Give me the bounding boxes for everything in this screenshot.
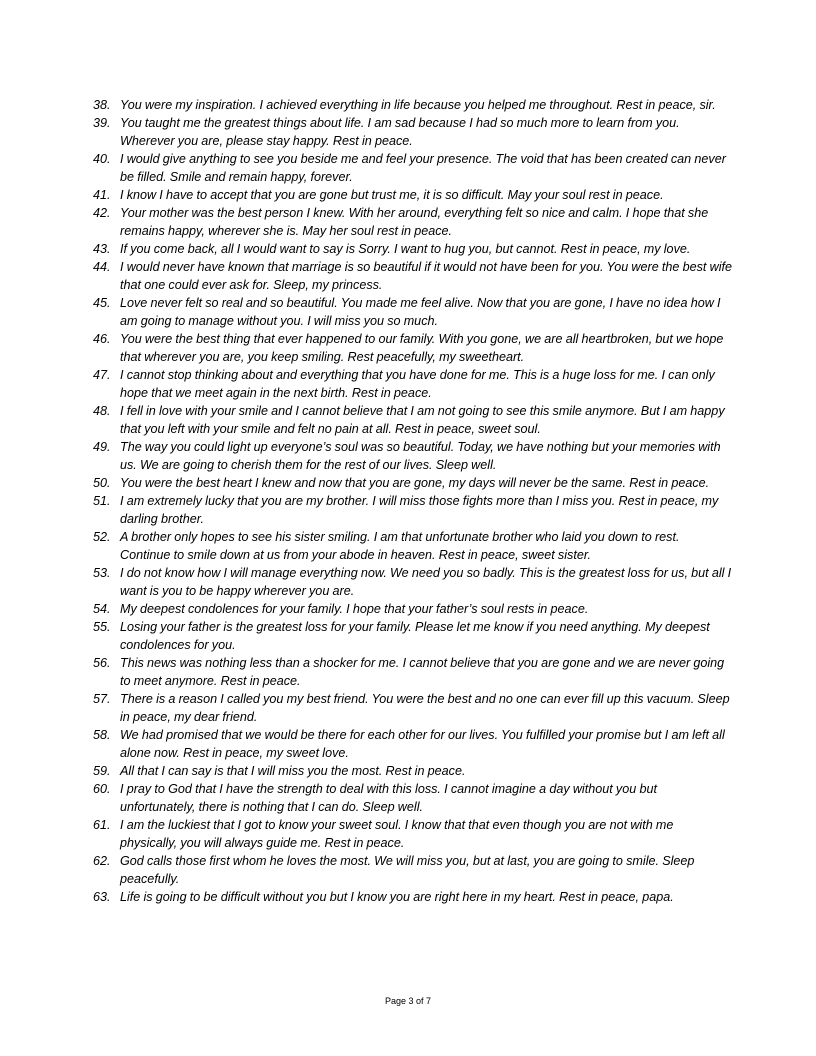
list-item-number: 40. xyxy=(93,152,111,166)
list-item xyxy=(93,150,733,186)
list-item xyxy=(93,330,733,366)
list-item xyxy=(93,600,733,618)
list-item-number: 41. xyxy=(93,188,111,202)
list-item-text: You taught me the greatest things about life. I am sad because I had so much more to learn from you. Wherever you are, please stay happy. Rest in peace. xyxy=(120,116,680,148)
list-item-number: 53. xyxy=(93,566,111,580)
list-item-number: 60. xyxy=(93,782,111,796)
list-item-number: 45. xyxy=(93,296,111,310)
list-item-text: We had promised that we would be there for each other for our lives. You fulfilled your promise but I am left all alone now. Rest in peace, my sweet love. xyxy=(120,728,725,760)
list-item-text: There is a reason I called you my best friend. You were the best and no one can ever fill up this vacuum. Sleep in peace, my dear friend. xyxy=(120,692,730,724)
list-item xyxy=(93,96,733,114)
list-item-number: 51. xyxy=(93,494,111,508)
list-item xyxy=(93,618,733,654)
list-item xyxy=(93,726,733,762)
list-item-number: 56. xyxy=(93,656,111,670)
list-item xyxy=(93,564,733,600)
list-item-text: This news was nothing less than a shocker for me. I cannot believe that you are gone and we are never going to meet anymore. Rest in peace. xyxy=(120,656,725,688)
list-item xyxy=(93,402,733,438)
list-item xyxy=(93,492,733,528)
list-item-text: God calls those first whom he loves the most. We will miss you, but at last, you are going to smile. Sleep peacefully. xyxy=(120,854,695,886)
list-item-text: You were my inspiration. I achieved everything in life because you helped me throughout. Rest in peace, sir. xyxy=(120,98,716,112)
list-item-text: A brother only hopes to see his sister smiling. I am that unfortunate brother who laid you down to rest. Continue to smile down at us from your abode in heaven. Rest in peace, sweet sister. xyxy=(120,530,680,562)
list-item-number: 52. xyxy=(93,530,111,544)
list-item-number: 61. xyxy=(93,818,111,832)
list-item-number: 57. xyxy=(93,692,111,706)
list-item xyxy=(93,888,733,906)
list-item-number: 46. xyxy=(93,332,111,346)
list-item-text: My deepest condolences for your family. I hope that your father’s soul rests in peace. xyxy=(120,602,589,616)
list-item-number: 58. xyxy=(93,728,111,742)
list-item xyxy=(93,474,733,492)
list-item-text: I fell in love with your smile and I cannot believe that I am not going to see this smile anymore. But I am happy that you left with your smile and felt no pain at all. Rest in peace, sweet soul. xyxy=(120,404,725,436)
list-item xyxy=(93,528,733,564)
list-item-number: 42. xyxy=(93,206,111,220)
list-item-number: 44. xyxy=(93,260,111,274)
list-item-number: 48. xyxy=(93,404,111,418)
list-item-number: 62. xyxy=(93,854,111,868)
list-item xyxy=(93,114,733,150)
list-item-text: I am the luckiest that I got to know your sweet soul. I know that that even though you are not with me physically, you will always guide me. Rest in peace. xyxy=(120,818,674,850)
list-item xyxy=(93,294,733,330)
list-item xyxy=(93,186,733,204)
list-item-text: Your mother was the best person I knew. With her around, everything felt so nice and calm. I hope that she remains happy, wherever she is. May her soul rest in peace. xyxy=(120,206,709,238)
list-item-text: I do not know how I will manage everything now. We need you so badly. This is the greatest loss for us, but all I want is you to be happy wherever you are. xyxy=(120,566,732,598)
list-item-number: 63. xyxy=(93,890,111,904)
list-item-number: 49. xyxy=(93,440,111,454)
list-item-text: You were the best thing that ever happened to our family. With you gone, we are all heartbroken, but we hope that wherever you are, you keep smiling. Rest peacefully, my sweetheart. xyxy=(120,332,724,364)
list-item-number: 43. xyxy=(93,242,111,256)
list-item xyxy=(93,240,733,258)
list-item-number: 55. xyxy=(93,620,111,634)
list-item-number: 39. xyxy=(93,116,111,130)
list-item-number: 59. xyxy=(93,764,111,778)
list-item-text: I cannot stop thinking about and everything that you have done for me. This is a huge loss for me. I can only hope that we meet again in the next birth. Rest in peace. xyxy=(120,368,715,400)
list-item xyxy=(93,690,733,726)
list-item-text: You were the best heart I knew and now that you are gone, my days will never be the same. Rest in peace. xyxy=(120,476,710,490)
list-item-text: Love never felt so real and so beautiful. You made me feel alive. Now that you are gone, I have no idea how I am going to manage without you. I will miss you so much. xyxy=(120,296,721,328)
list-item xyxy=(93,438,733,474)
list-item-number: 47. xyxy=(93,368,111,382)
list-item xyxy=(93,780,733,816)
page-number-footer: Page 3 of 7 xyxy=(384,996,432,1006)
list-item-text: All that I can say is that I will miss you the most. Rest in peace. xyxy=(120,764,466,778)
list-item xyxy=(93,852,733,888)
list-item-text: Life is going to be difficult without you but I know you are right here in my heart. Rest in peace, papa. xyxy=(120,890,674,904)
list-item-text: The way you could light up everyone’s soul was so beautiful. Today, we have nothing but your memories with us. We are going to cherish them for the rest of our lives. Sleep well. xyxy=(120,440,721,472)
list-item xyxy=(93,366,733,402)
list-item-number: 50. xyxy=(93,476,111,490)
list-item-text: I would give anything to see you beside me and feel your presence. The void that has been created can never be filled. Smile and remain happy, forever. xyxy=(120,152,726,184)
list-item-text: I am extremely lucky that you are my brother. I will miss those fights more than I miss you. Rest in peace, my darling brother. xyxy=(120,494,719,526)
list-item-text: Losing your father is the greatest loss for your family. Please let me know if you need anything. My deepest condolences for you. xyxy=(120,620,710,652)
list-item xyxy=(93,654,733,690)
list-item-text: I know I have to accept that you are gone but trust me, it is so difficult. May your soul rest in peace. xyxy=(120,188,664,202)
list-item xyxy=(93,762,733,780)
list-item xyxy=(93,816,733,852)
list-item xyxy=(93,204,733,240)
list-item-number: 38. xyxy=(93,98,111,112)
condolence-message-list xyxy=(93,96,733,906)
list-item-text: I would never have known that marriage is so beautiful if it would not have been for you. You were the best wife that one could ever ask for. Sleep, my princess. xyxy=(120,260,733,292)
list-item-number: 54. xyxy=(93,602,111,616)
list-item-text: If you come back, all I would want to say is Sorry. I want to hug you, but cannot. Rest in peace, my love. xyxy=(120,242,691,256)
list-item-text: I pray to God that I have the strength to deal with this loss. I cannot imagine a day without you but unfortunately, there is nothing that I can do. Sleep well. xyxy=(120,782,657,814)
list-item xyxy=(93,258,733,294)
